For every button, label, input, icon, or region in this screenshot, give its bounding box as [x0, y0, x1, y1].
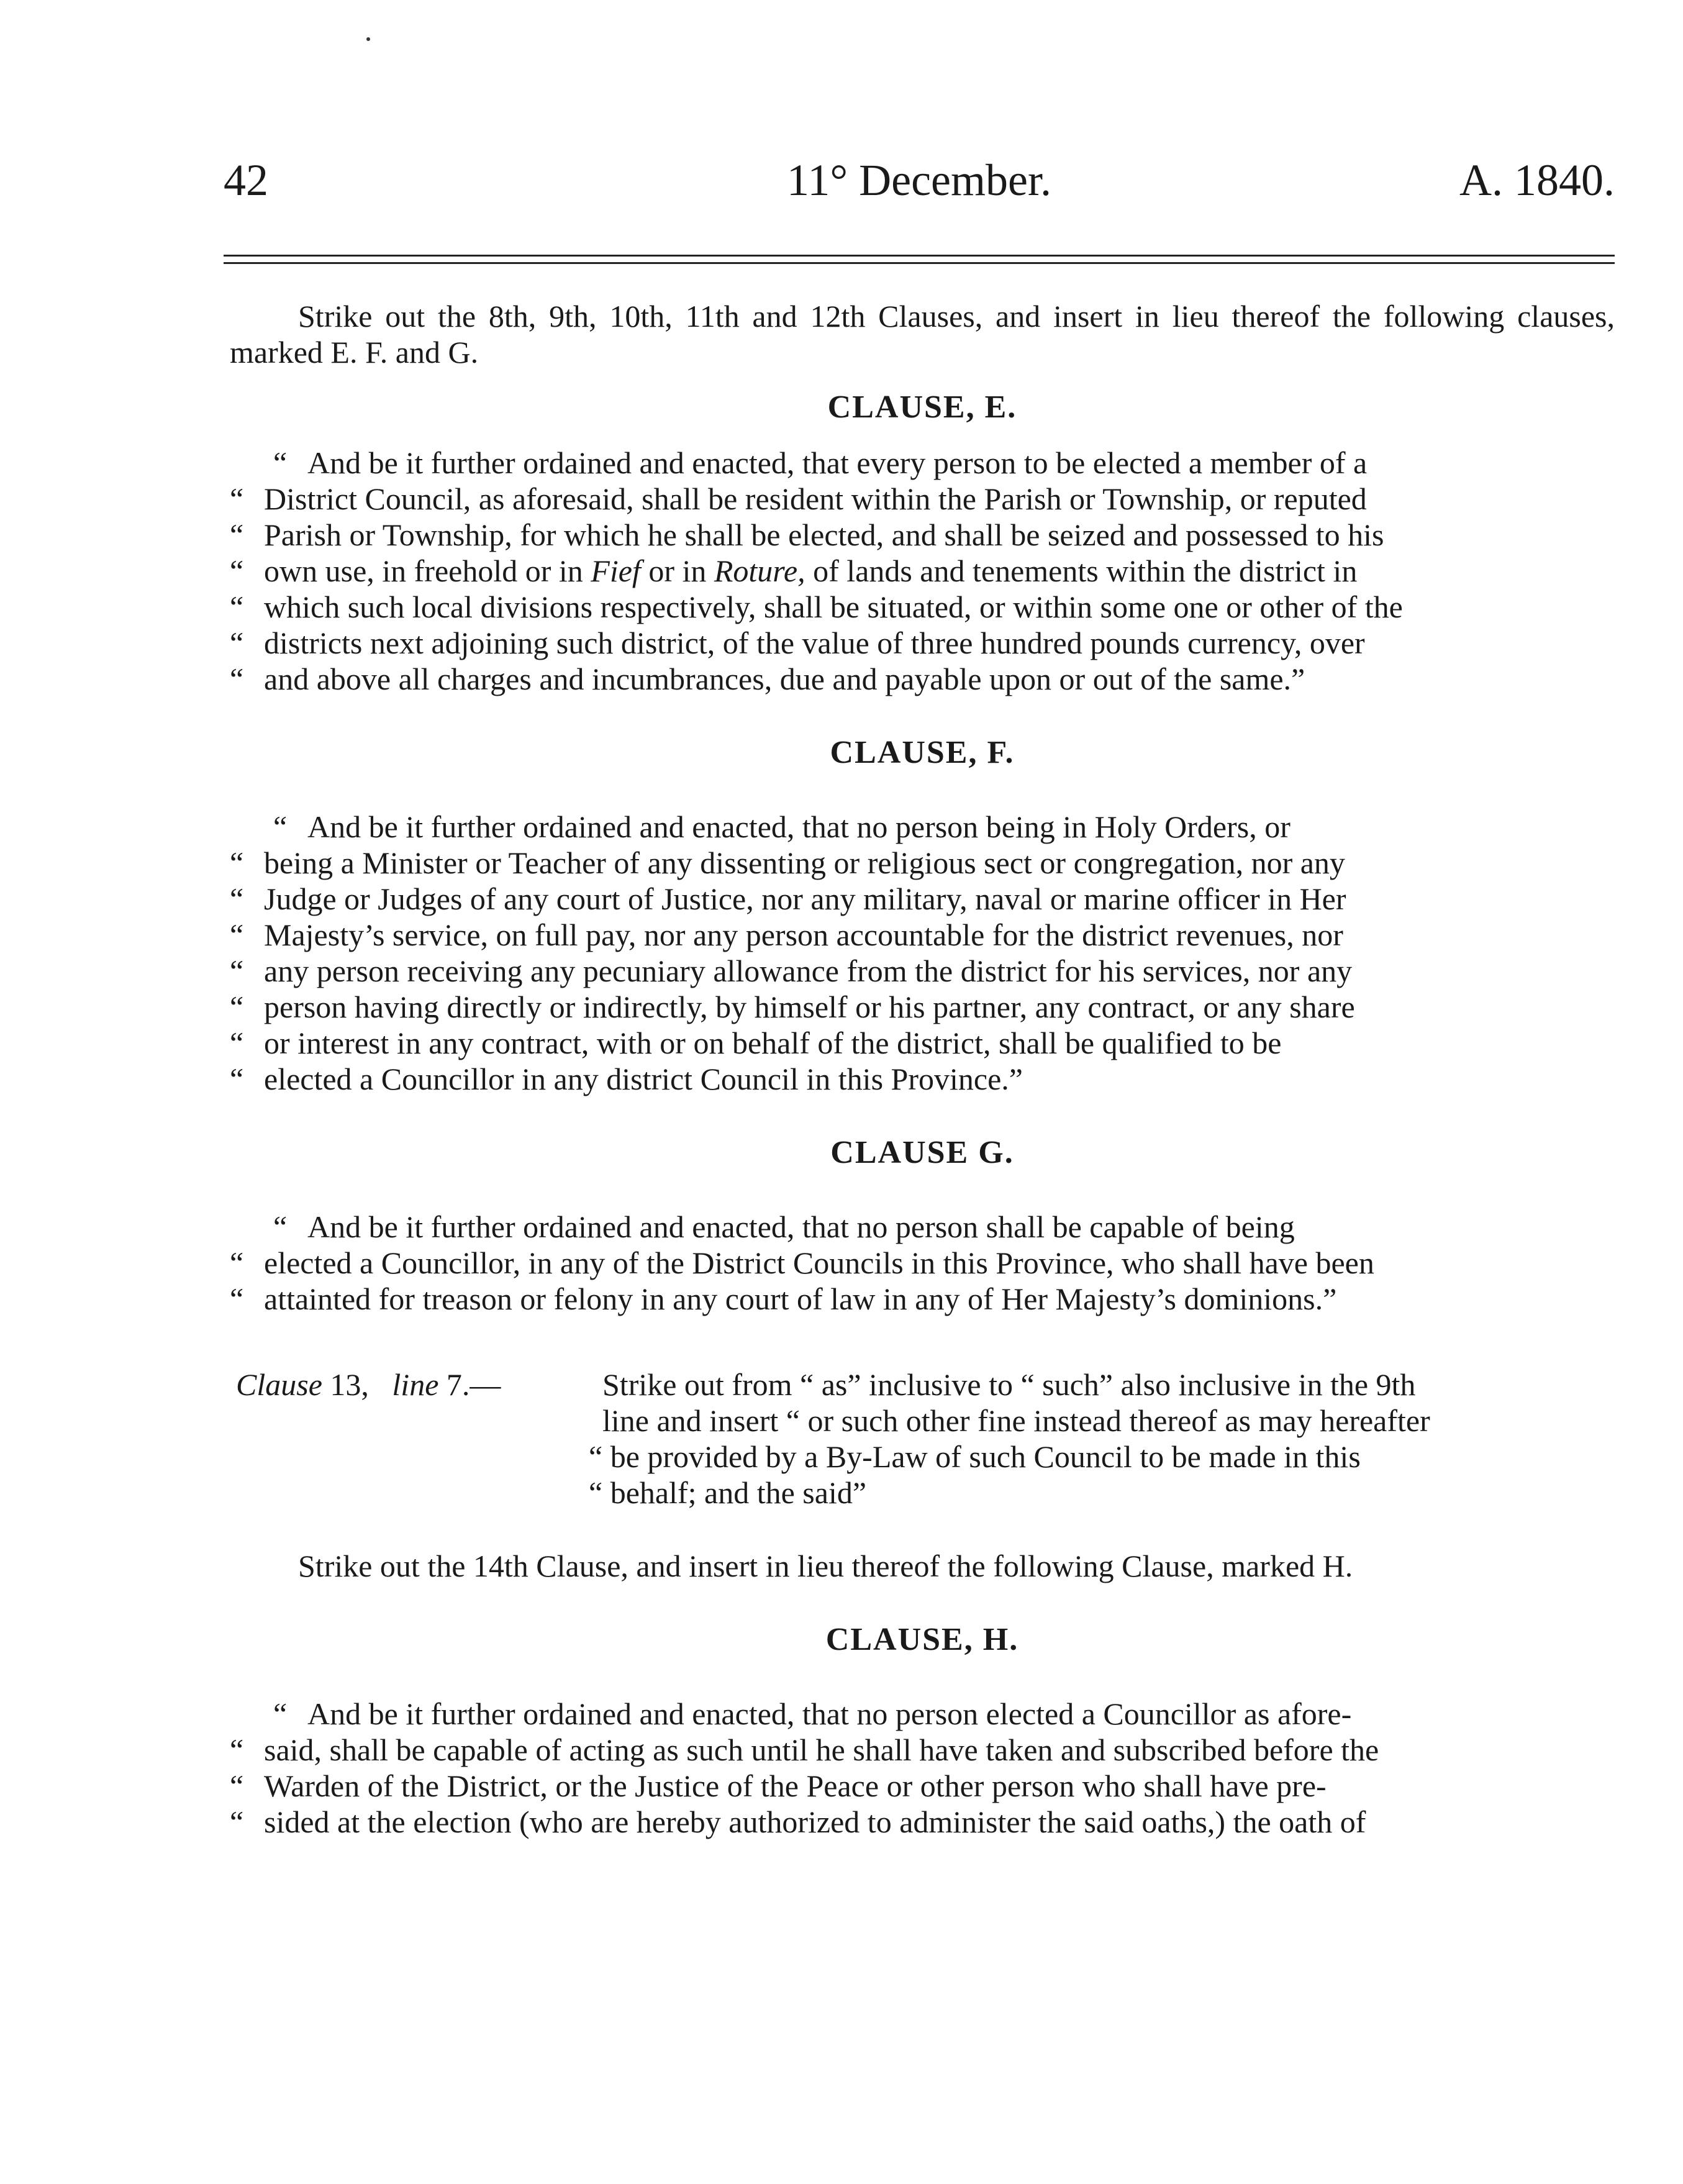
quote-mark: “: [230, 953, 244, 988]
clause-f-line: “ any person receiving any pecuniary allowance from the district for his services, nor any: [230, 953, 1353, 988]
quote-mark: “: [230, 1026, 244, 1060]
quote-mark: “: [230, 881, 244, 916]
quote-mark: “: [230, 517, 244, 552]
header-rule-top: [224, 255, 1615, 257]
quote-mark: “: [230, 917, 244, 952]
clause-e-line: “ own use, in freehold or in Fief or in Roture, of lands and tenements within the district in: [230, 553, 1358, 588]
clause-e-heading: CLAUSE, E.: [827, 389, 1017, 425]
clause-g-line: “ elected a Councillor, in any of the District Councils in this Province, who shall have been: [230, 1245, 1374, 1280]
clause-f-heading: CLAUSE, F.: [830, 735, 1015, 770]
clause-h-line: “ And be it further ordained and enacted, that no person elected a Councillor as afore-: [264, 1696, 1615, 1732]
quote-mark: “: [230, 626, 244, 660]
amendment-clause-13: [230, 1367, 1615, 1511]
clause-g-text: [230, 1209, 1615, 1317]
quote-mark: “: [273, 809, 288, 844]
quote-mark: “: [230, 990, 244, 1024]
clause-e-line: “ And be it further ordained and enacted, that every person to be elected a member of a: [264, 445, 1615, 481]
clause-f-line: “ Judge or Judges of any court of Justice, nor any military, naval or marine officer in Her: [230, 881, 1346, 916]
clause-g-heading: CLAUSE G.: [830, 1135, 1014, 1170]
quote-mark: “: [273, 1209, 288, 1244]
speck-mark: [366, 37, 370, 41]
clause-g-line: “ And be it further ordained and enacted, that no person shall be capable of being: [264, 1209, 1615, 1245]
header-year: A. 1840.: [1459, 155, 1615, 205]
amendment-line: “ behalf; and the said”: [589, 1475, 867, 1510]
document-body: [230, 298, 1615, 1840]
page-number: 42: [224, 155, 268, 205]
quote-mark: “: [230, 662, 244, 696]
strike-14th-paragraph: Strike out the 14th Clause, and insert in lieu thereof the following Clause, marked H.: [298, 1549, 1353, 1583]
quote-mark: “: [230, 589, 244, 624]
amendment-line: line and insert “ or such other fine instead thereof as may hereafter: [602, 1403, 1430, 1438]
quote-mark: “: [230, 1281, 244, 1316]
clause-e-text: [230, 445, 1615, 697]
quote-mark: “: [230, 1245, 244, 1280]
amendment-line: “ be provided by a By-Law of such Council to be made in this: [589, 1439, 1361, 1474]
clause-h-text: [230, 1696, 1615, 1840]
quote-mark: “: [230, 553, 244, 588]
header-rule-bottom: [224, 262, 1615, 264]
clause-f-line: “ elected a Councillor in any district Council in this Province.”: [230, 1062, 1023, 1096]
clause-e-line: “ Parish or Township, for which he shall be elected, and shall be seized and possessed to his: [230, 517, 1384, 552]
amendment-text: [589, 1367, 1615, 1511]
term-roture: Roture,: [714, 553, 805, 588]
clause-f-line: “ Majesty’s service, on full pay, nor any person accountable for the district revenues, nor: [230, 917, 1343, 952]
term-fief: Fief: [591, 553, 641, 588]
clause-e-line: “ District Council, as aforesaid, shall be resident within the Parish or Township, or reputed: [230, 481, 1367, 516]
clause-e-line: “ which such local divisions respectively, shall be situated, or within some one or other of the: [230, 589, 1403, 624]
quote-mark: “: [230, 481, 244, 516]
quote-mark: “: [230, 1062, 244, 1096]
intro-paragraph: Strike out the 8th, 9th, 10th, 11th and 12th Clauses, and insert in lieu thereof the following clauses, marked E. F. and G.: [230, 299, 1615, 370]
header-date: 11° December.: [787, 155, 1051, 205]
clause-f-line: “ And be it further ordained and enacted, that no person being in Holy Orders, or: [264, 809, 1615, 845]
quote-mark: “: [230, 845, 244, 880]
clause-e-line: “ and above all charges and incumbrances, due and payable upon or out of the same.”: [230, 662, 1305, 696]
clause-h-line: “ sided at the election (who are hereby authorized to administer the said oaths,) the oath of: [230, 1804, 1366, 1839]
clause-f-text: [230, 809, 1615, 1097]
clause-f-line: “ person having directly or indirectly, by himself or his partner, any contract, or any share: [230, 990, 1355, 1024]
clause-h-heading: CLAUSE, H.: [825, 1622, 1019, 1657]
quote-mark: “: [230, 1804, 244, 1839]
clause-e-line: “ districts next adjoining such district, of the value of three hundred pounds currency, over: [230, 626, 1365, 660]
quote-mark: “: [273, 445, 288, 480]
clause-h-line: “ Warden of the District, or the Justice of the Peace or other person who shall have pre-: [230, 1768, 1327, 1803]
clause-f-line: “ being a Minister or Teacher of any dissenting or religious sect or congregation, nor any: [230, 845, 1345, 880]
page-header: [224, 149, 1615, 217]
amendment-reference: Clause 13, line 7.—: [236, 1367, 501, 1402]
amendment-line: Strike out from “ as” inclusive to “ such” also inclusive in the 9th: [602, 1367, 1416, 1402]
quote-mark: “: [230, 1768, 244, 1803]
quote-mark: “: [230, 1732, 244, 1767]
clause-g-line: “ attainted for treason or felony in any court of law in any of Her Majesty’s dominions.”: [230, 1281, 1337, 1316]
quote-mark: “: [273, 1696, 288, 1731]
clause-f-line: “ or interest in any contract, with or on behalf of the district, shall be qualified to be: [230, 1026, 1282, 1060]
clause-h-line: “ said, shall be capable of acting as such until he shall have taken and subscribed before the: [230, 1732, 1379, 1767]
